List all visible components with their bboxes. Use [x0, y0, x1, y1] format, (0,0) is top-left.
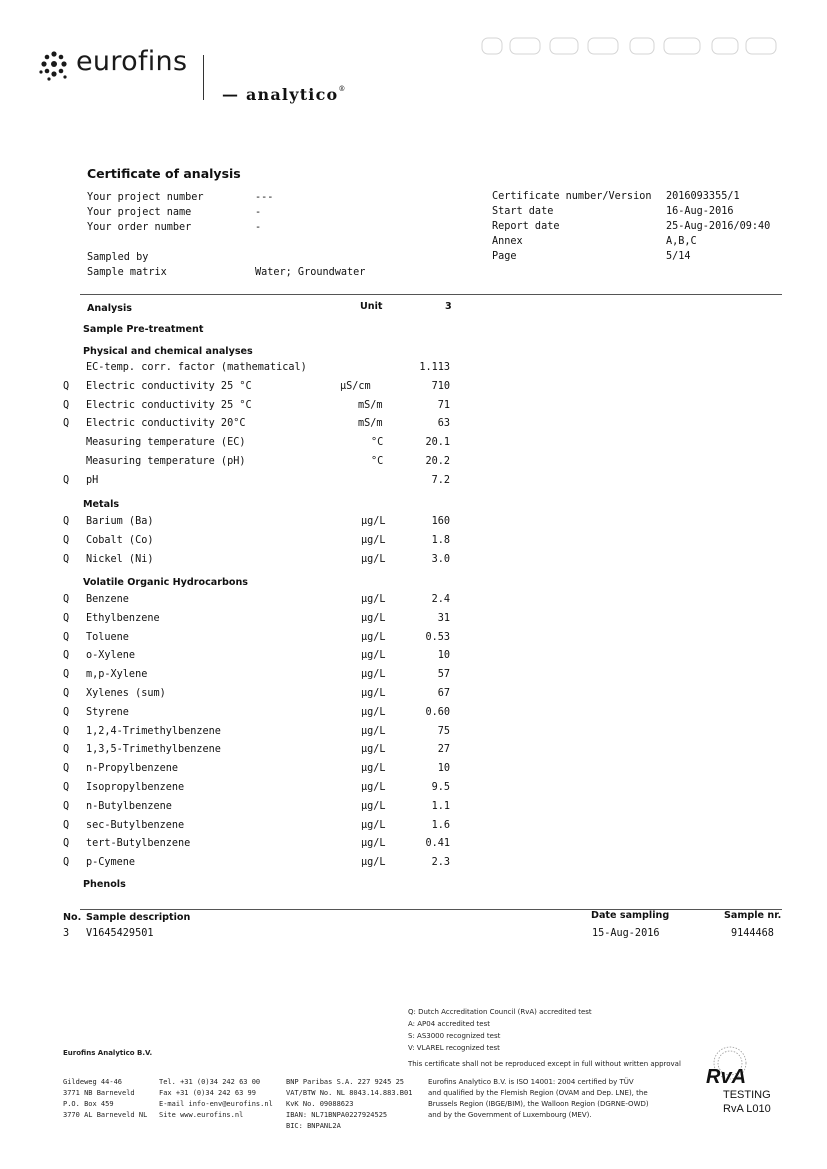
analysis-value: 0.60	[425, 706, 450, 718]
info-label: Start date	[492, 206, 554, 217]
analysis-unit: µg/L	[361, 857, 386, 869]
footer-bank-line: BIC: BNPANL2A	[286, 1122, 341, 1130]
info-value: 16-Aug-2016	[666, 206, 734, 217]
analysis-unit: µg/L	[361, 594, 386, 605]
analysis-value: 1.113	[419, 362, 450, 373]
accreditation-flag: Q	[63, 819, 70, 831]
footer-bank-line: VAT/BTW No. NL 8043.14.883.B01	[286, 1089, 413, 1097]
footer-contact-line: E-mail info-env@eurofins.nl	[159, 1100, 273, 1108]
analysis-name: Electric conductivity 20°C	[86, 418, 246, 430]
analysis-name: n-Propylbenzene	[86, 763, 179, 775]
legend-item: A: AP04 accredited test	[408, 1020, 490, 1028]
info-label: Sampled by	[87, 252, 149, 263]
accreditation-flag: Q	[63, 380, 70, 392]
analysis-value: 1.6	[431, 819, 450, 831]
footer-certification-line: Eurofins Analytico B.V. is ISO 14001: 2004 certified by TÜV	[428, 1078, 634, 1086]
analysis-name: Electric conductivity 25 °C	[86, 380, 252, 392]
accreditation-flag: Q	[63, 650, 70, 662]
accreditation-flag: Q	[63, 725, 70, 737]
info-value: A,B,C	[666, 236, 697, 247]
analysis-unit: µg/L	[361, 838, 386, 850]
svg-text:RvA: RvA	[706, 1066, 747, 1088]
info-label: Your project name	[87, 207, 192, 218]
analysis-value: 31	[437, 612, 450, 624]
analysis-value: 2.3	[431, 857, 450, 869]
analysis-name: Cobalt (Co)	[86, 534, 154, 546]
col-sample-no: No.	[63, 912, 82, 923]
accreditation-flag: Q	[63, 418, 70, 430]
analysis-unit: µg/L	[361, 819, 386, 831]
accreditation-flag: Q	[63, 631, 70, 643]
analysis-value: 75	[437, 725, 450, 737]
analysis-name: Xylenes (sum)	[86, 688, 166, 699]
analysis-unit: µg/L	[361, 800, 386, 812]
analysis-value: 0.41	[425, 838, 450, 850]
info-label: Sample matrix	[87, 267, 167, 278]
analysis-name: Measuring temperature (pH)	[86, 456, 246, 467]
analysis-name: Isopropylbenzene	[86, 782, 185, 793]
analysis-name: Styrene	[86, 706, 129, 718]
accreditation-flag: Q	[63, 553, 70, 565]
analysis-unit: µg/L	[361, 516, 386, 527]
analysis-value: 67	[437, 688, 450, 699]
analysis-value: 20.1	[425, 437, 450, 449]
analysis-value: 160	[431, 516, 450, 527]
accreditation-flag: Q	[63, 800, 70, 812]
accreditation-flag: Q	[63, 838, 70, 850]
sample-no: 3	[63, 928, 70, 939]
footer-bank-line: IBAN: NL71BNPA0227924525	[286, 1111, 388, 1119]
analysis-name: Ethylbenzene	[86, 612, 160, 624]
analysis-name: Barium (Ba)	[86, 516, 154, 527]
footer-address-line: Gildeweg 44-46	[63, 1078, 123, 1086]
analysis-name: sec-Butylbenzene	[86, 819, 185, 831]
analysis-name: Benzene	[86, 594, 129, 605]
analysis-name: Toluene	[86, 631, 129, 643]
analysis-value: 2.4	[431, 594, 450, 605]
footer-bank-line: KvK No. 09088623	[286, 1100, 354, 1108]
info-value: Water; Groundwater	[255, 267, 366, 278]
analysis-unit: °C	[371, 437, 384, 449]
col-sample-description: Sample description	[86, 912, 191, 923]
eurofins-logo-icon	[38, 50, 70, 82]
analysis-unit: mS/m	[358, 418, 383, 430]
legend-item: S: AS3000 recognized test	[408, 1032, 501, 1040]
analysis-unit: µg/L	[361, 612, 386, 624]
section-title: Metals	[83, 499, 120, 510]
info-label: Annex	[492, 236, 523, 247]
analysis-name: m,p-Xylene	[86, 669, 148, 681]
info-value: ---	[255, 192, 274, 203]
col-sample-nr: Sample nr.	[724, 910, 782, 921]
section-title: Sample Pre-treatment	[83, 324, 204, 335]
analysis-name: Electric conductivity 25 °C	[86, 399, 252, 411]
rva-code: RvA L010	[723, 1103, 771, 1115]
analysis-value: 71	[437, 399, 450, 411]
info-value: -	[255, 207, 262, 218]
info-label: Certificate number/Version	[492, 191, 652, 202]
analysis-name: 1,3,5-Trimethylbenzene	[86, 744, 221, 756]
analysis-unit: µg/L	[361, 631, 386, 643]
brand-divider	[203, 55, 204, 100]
analysis-unit: µg/L	[361, 650, 386, 662]
footer-address-line: P.O. Box 459	[63, 1100, 114, 1108]
accreditation-flag: Q	[63, 706, 70, 718]
accreditation-flag: Q	[63, 612, 70, 624]
analysis-name: pH	[86, 474, 99, 486]
analysis-unit: °C	[371, 456, 384, 467]
footer-contact-line: Site www.eurofins.nl	[159, 1111, 244, 1119]
rva-accreditation-logo-icon	[700, 1045, 756, 1090]
analysis-value: 1.1	[431, 800, 450, 812]
legend-item: V: VLAREL recognized test	[408, 1044, 500, 1052]
analysis-value: 9.5	[431, 782, 450, 793]
table-top-rule	[80, 294, 782, 295]
legend-item: Q: Dutch Accreditation Council (RvA) accredited test	[408, 1008, 592, 1016]
sample-nr: 9144468	[731, 928, 774, 939]
analysis-unit: µg/L	[361, 669, 386, 681]
accreditation-flag: Q	[63, 516, 70, 527]
testing-label: TESTING	[723, 1089, 771, 1101]
accreditation-flag: Q	[63, 474, 70, 486]
analysis-value: 7.2	[431, 474, 450, 486]
info-value: -	[255, 222, 262, 233]
info-label: Your order number	[87, 222, 192, 233]
analysis-unit: µg/L	[361, 553, 386, 565]
footer-address-line: 3771 NB Barneveld	[63, 1089, 135, 1097]
analysis-name: EC-temp. corr. factor (mathematical)	[86, 362, 307, 373]
analysis-value: 10	[437, 763, 450, 775]
scan-artifact	[480, 34, 780, 60]
footer-certification-line: and by the Government of Luxembourg (MEV).	[428, 1111, 592, 1119]
footer-address-line: 3770 AL Barneveld NL	[63, 1111, 148, 1119]
footer-certification-line: and qualified by the Flemish Region (OVAM and Dep. LNE), the	[428, 1089, 648, 1097]
footer-certification-line: Brussels Region (IBGE/BIM), the Walloon Region (DGRNE-OWD)	[428, 1100, 649, 1108]
accreditation-flag: Q	[63, 782, 70, 793]
sub-brand-name: — analytico®	[222, 85, 347, 104]
analysis-value: 20.2	[425, 456, 450, 467]
analysis-value: 57	[437, 669, 450, 681]
accreditation-flag: Q	[63, 688, 70, 699]
certificate-title: Certificate of analysis	[87, 166, 241, 181]
footer-bank-line: BNP Paribas S.A. 227 9245 25	[286, 1078, 405, 1086]
analysis-unit: µg/L	[361, 763, 386, 775]
col-date-sampling: Date sampling	[591, 910, 670, 921]
analysis-unit: µg/L	[361, 534, 386, 546]
section-title: Phenols	[83, 879, 126, 890]
analysis-value: 27	[437, 744, 450, 756]
analysis-unit: mS/m	[358, 399, 383, 411]
footer-contact-line: Tel. +31 (0)34 242 63 00	[159, 1078, 261, 1086]
analysis-name: p-Cymene	[86, 857, 136, 869]
accreditation-flag: Q	[63, 744, 70, 756]
analysis-value: 10	[437, 650, 450, 662]
analysis-value: 1.8	[431, 534, 450, 546]
reproduction-notice: This certificate shall not be reproduced except in full without written approval	[408, 1060, 681, 1068]
analysis-value: 710	[431, 380, 450, 392]
analysis-name: o-Xylene	[86, 650, 136, 662]
info-value: 2016093355/1	[666, 191, 740, 202]
analysis-name: Measuring temperature (EC)	[86, 437, 246, 449]
analysis-value: 0.53	[425, 631, 450, 643]
accreditation-flag: Q	[63, 763, 70, 775]
info-label: Report date	[492, 221, 560, 232]
accreditation-flag: Q	[63, 399, 70, 411]
section-title: Volatile Organic Hydrocarbons	[83, 577, 248, 588]
analysis-unit: µg/L	[361, 688, 386, 699]
analysis-value: 63	[437, 418, 450, 430]
info-label: Your project number	[87, 192, 204, 203]
section-title: Physical and chemical analyses	[83, 346, 253, 357]
analysis-name: n-Butylbenzene	[86, 800, 172, 812]
accreditation-flag: Q	[63, 594, 70, 605]
sample-date: 15-Aug-2016	[592, 928, 660, 939]
analysis-name: Nickel (Ni)	[86, 553, 154, 565]
accreditation-flag: Q	[63, 669, 70, 681]
analysis-name: tert-Butylbenzene	[86, 838, 191, 850]
sample-description: V1645429501	[86, 928, 154, 939]
analysis-unit: µS/cm	[340, 380, 371, 392]
analysis-unit: µg/L	[361, 744, 386, 756]
analysis-unit: µg/L	[361, 706, 386, 718]
col-unit: Unit	[360, 301, 383, 312]
brand-name: eurofins	[76, 46, 188, 77]
analysis-value: 3.0	[431, 553, 450, 565]
col-analysis: Analysis	[87, 303, 132, 314]
footer-contact-line: Fax +31 (0)34 242 63 99	[159, 1089, 256, 1097]
col-sample-3: 3	[445, 301, 452, 312]
footer-company-name: Eurofins Analytico B.V.	[63, 1049, 153, 1057]
info-value: 25-Aug-2016/09:40	[666, 221, 771, 232]
sample-table-rule	[80, 909, 782, 910]
accreditation-flag: Q	[63, 534, 70, 546]
analysis-unit: µg/L	[361, 725, 386, 737]
accreditation-flag: Q	[63, 857, 70, 869]
info-label: Page	[492, 251, 517, 262]
info-value: 5/14	[666, 251, 691, 262]
analysis-name: 1,2,4-Trimethylbenzene	[86, 725, 221, 737]
analysis-unit: µg/L	[361, 782, 386, 793]
